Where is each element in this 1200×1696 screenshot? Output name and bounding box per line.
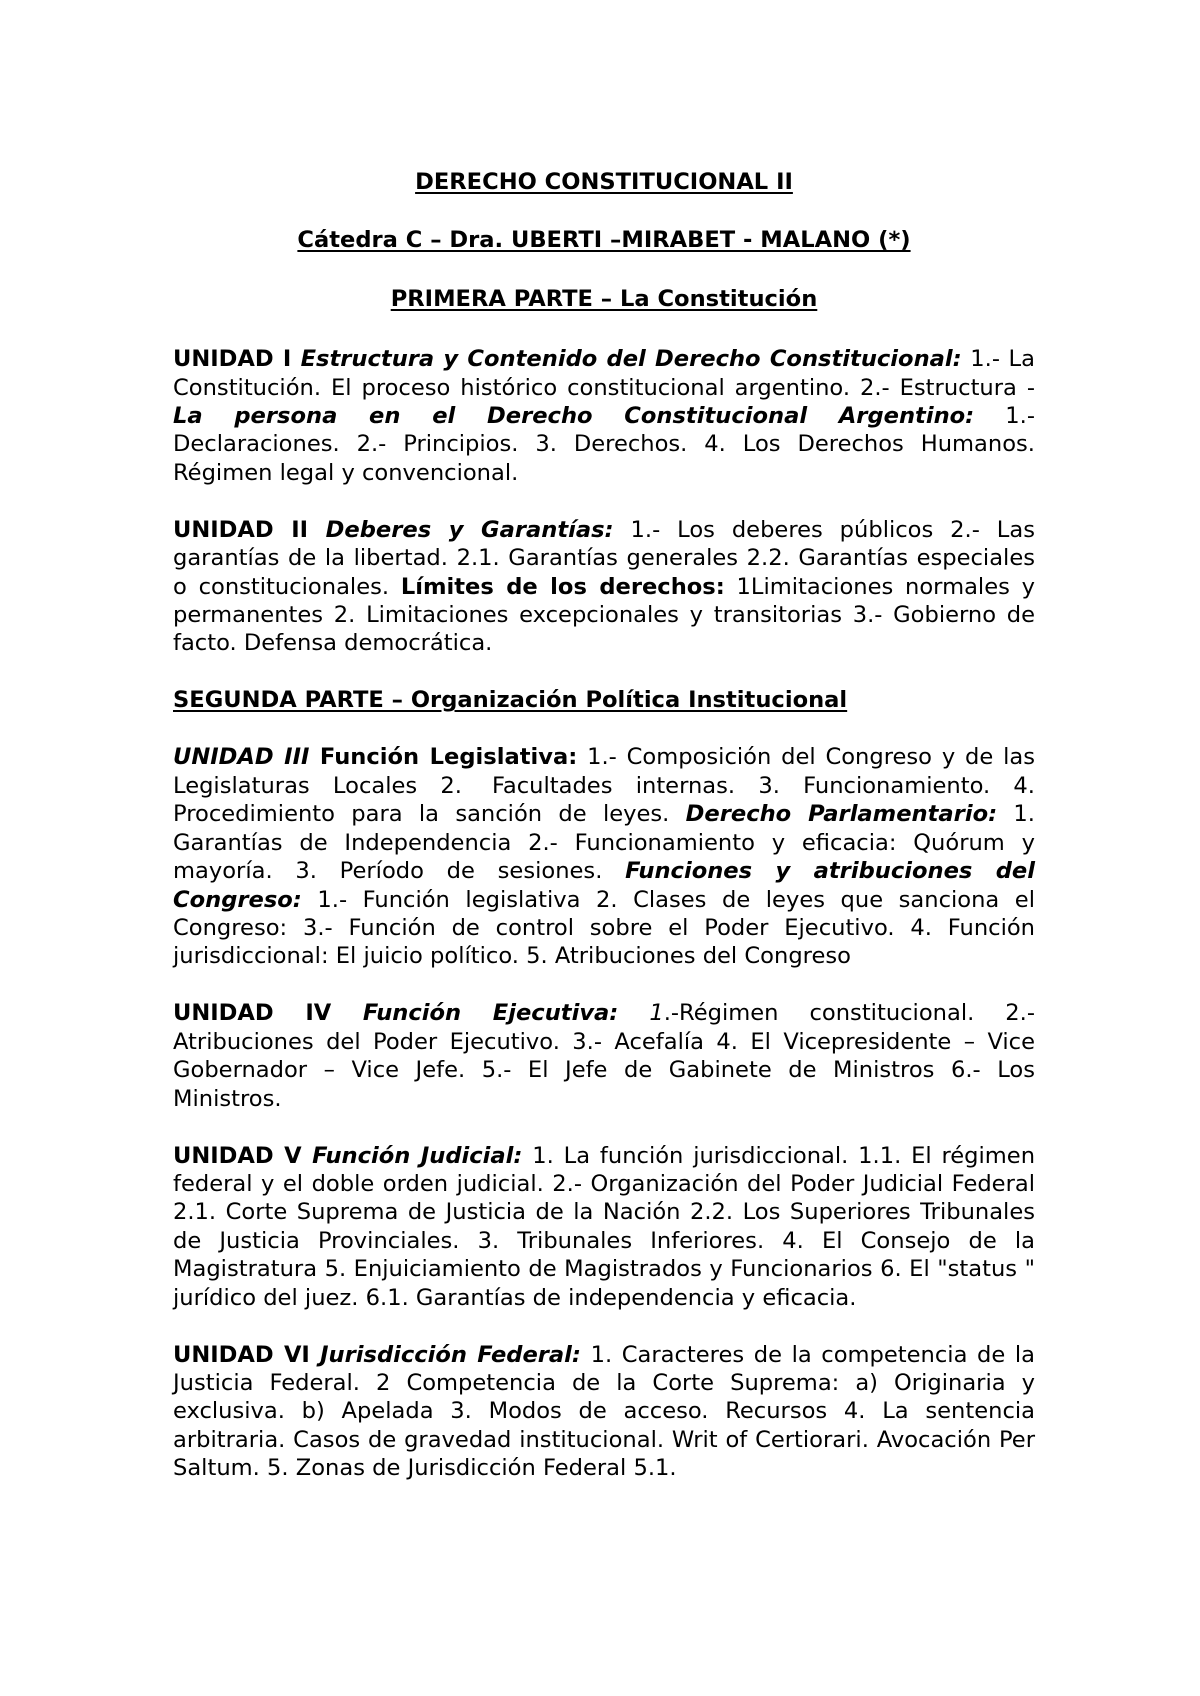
unit-1-text-b: 1.- Declaraciones. 2.- Principios. 3. Derechos. 4. Los Derechos Humanos. Régimen legal y convencional. <box>173 403 1035 486</box>
unit-6-topic: Jurisdicción Federal: <box>320 1341 581 1368</box>
document-title: DERECHO CONSTITUCIONAL II <box>415 169 793 195</box>
document-page <box>173 168 1035 1511</box>
unit-2-text-b: 1Limitaciones normales y permanentes 2. Limitaciones excepcionales y transitorias 3.- Gobierno de facto. Defensa democrática. <box>173 573 1035 657</box>
unit-3-text-a: 1.- Composición del Congreso y de las Legislaturas Locales 2. <box>173 744 1035 799</box>
unit-6-label: UNIDAD VI <box>173 1341 321 1368</box>
unit-4-label: UNIDAD IV <box>173 1000 363 1027</box>
unit-5-text-a: 1. La función jurisdiccional. 1.1. El régimen federal y el doble orden judicial. 2.- Organización del Poder Judicial Federal 2.1. Corte Suprema de Justicia de la Nación 2.2. Los Superiores Tribunales de Justicia Provinciales. 3. Tribunales Inferiores. 4. El Consejo de la Magistratura 5. Enjuiciamiento de Magistrados y Funcionarios 6. El "status " jurídico del juez. 6.1. Garantías de independencia y eficacia. <box>173 1142 1036 1311</box>
unit-5-label: UNIDAD V <box>173 1142 313 1169</box>
unit-3-paragraph <box>173 743 1035 970</box>
unit-2-text-a: 1.- Los deberes públicos 2.- Las garantías de la libertad. 2.1. Garantías generales 2.2. Garantías especiales o constitucionales. <box>173 516 1035 600</box>
unit-3-topic-2: Derecho Parlamentario: <box>685 801 998 828</box>
unit-4-text-a: .-Régimen constitucional. 2.- Atribuciones del Poder Ejecutivo. 3.- Acefalía 4. El Vicepresidente – Vice Gobernador – Vice Jefe. 5.- El Jefe de Gabinete de Ministros 6.- Los Ministros. <box>173 1000 1035 1112</box>
unit-3-label: UNIDAD III <box>173 744 310 771</box>
unit-5-topic: Función Judicial: <box>312 1142 523 1169</box>
unit-1-label: UNIDAD I <box>173 346 301 373</box>
unit-6-text-a: 1. Caracteres de la competencia de la Justicia Federal. 2 Competencia de la Corte Suprema: a) Originaria y exclusiva. b) Apelada 3. Modos de acceso. Recursos 4. La sentencia arbitraria. Casos de gravedad institucional. Writ of Certiorari. Avocación Per Saltum. 5. Zonas de Jurisdicción Federal 5.1. <box>173 1341 1035 1482</box>
part-one-heading: PRIMERA PARTE – La Constitución <box>390 285 818 312</box>
unit-1-paragraph <box>173 345 1035 487</box>
unit-2-topic: Deberes y Garantías: <box>325 516 614 543</box>
unit-2-label: UNIDAD II <box>173 516 326 543</box>
unit-3-text-a2: Facultades internas. 3. Funcionamiento. 4. Procedimiento para la sanción de leyes. <box>173 772 1035 828</box>
unit-1-text-a: 1.- La Constitución. El proceso histórico constitucional argentino. 2.- Estructura - <box>173 346 1035 401</box>
unit-2-topic-2: Límites de los derechos: <box>400 573 725 600</box>
unit-3-topic: Función Legislativa: <box>309 744 578 771</box>
unit-3-text-c: 1.- Función legislativa 2. Clases de leyes que sanciona el Congreso: 3.- Función de control sobre el Poder Ejecutivo. 4. Función jurisdiccional: El juicio político. 5. Atribuciones del Congreso <box>173 886 1035 970</box>
unit-6-paragraph <box>173 1341 1035 1483</box>
unit-1-topic-2: La persona en el Derecho Constitucional Argentino: <box>173 403 975 430</box>
unit-4-topic: Función Ejecutiva: <box>362 1000 619 1027</box>
unit-3-topic-3: Funciones y atribuciones del Congreso: <box>173 858 1035 913</box>
unit-4-paragraph <box>173 999 1035 1113</box>
unit-2-paragraph <box>173 516 1035 658</box>
unit-5-paragraph <box>173 1142 1035 1312</box>
part-two-heading: SEGUNDA PARTE – Organización Política Institucional <box>173 687 848 714</box>
unit-4-text-num: 1 <box>618 1000 664 1027</box>
document-subtitle: Cátedra C – Dra. UBERTI –MIRABET - MALANO (*) <box>297 227 911 254</box>
unit-1-topic: Estructura y Contenido del Derecho Constitucional: <box>300 346 962 373</box>
unit-3-text-b: 1. Garantías de Independencia 2.- Funcionamiento y eficacia: Quórum y mayoría. 3. Período de sesiones. <box>173 801 1035 885</box>
